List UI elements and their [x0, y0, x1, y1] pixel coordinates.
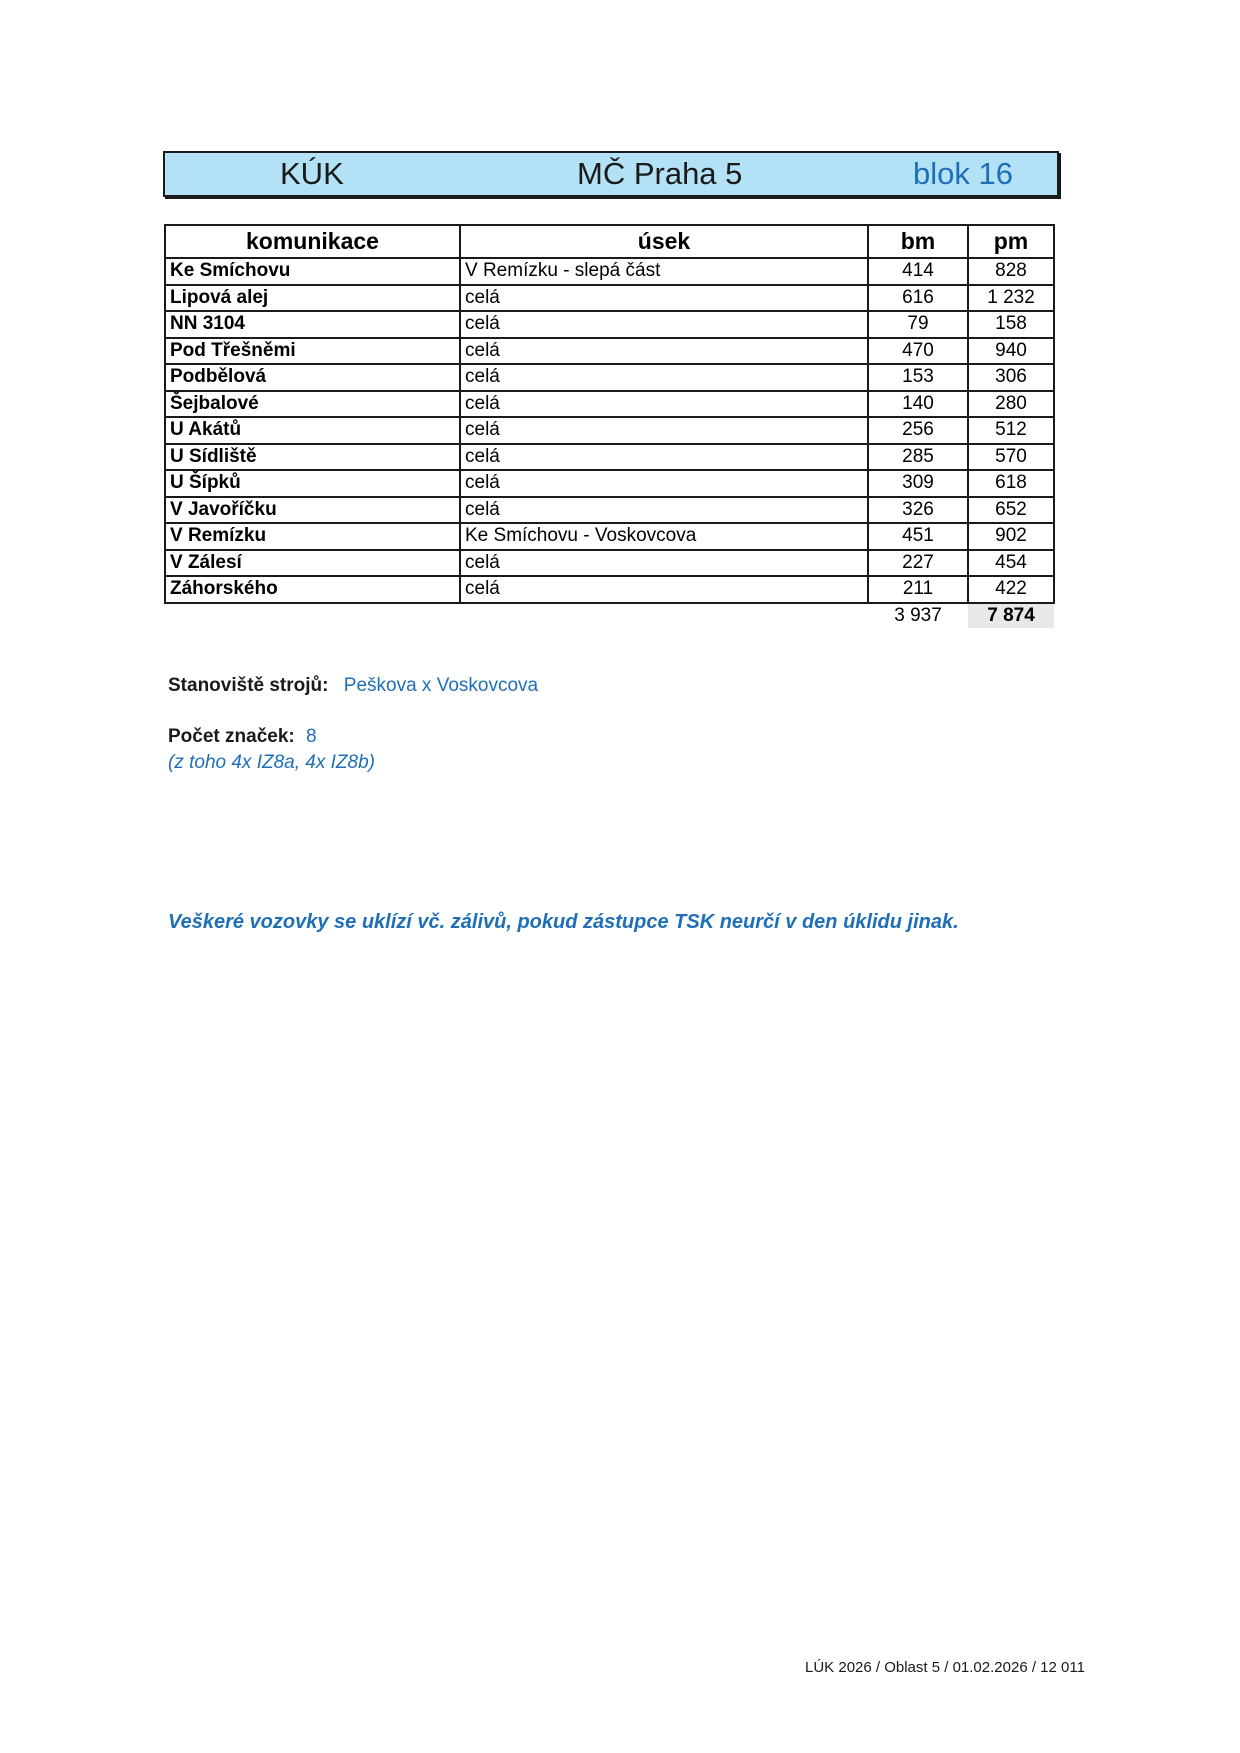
- bm-cell: 309: [868, 470, 968, 497]
- column-header-pm: pm: [968, 225, 1054, 258]
- section-cell: celá: [460, 497, 868, 524]
- pm-cell: 570: [968, 444, 1054, 471]
- header-bar: [163, 151, 1059, 197]
- bm-cell: 79: [868, 311, 968, 338]
- table-row: [165, 285, 1054, 312]
- street-name-cell: Záhorského: [165, 576, 460, 603]
- section-cell: celá: [460, 364, 868, 391]
- street-name-cell: Podbělová: [165, 364, 460, 391]
- pm-cell: 940: [968, 338, 1054, 365]
- section-cell: celá: [460, 285, 868, 312]
- section-cell: V Remízku - slepá část: [460, 258, 868, 285]
- bm-cell: 285: [868, 444, 968, 471]
- table-row: [165, 311, 1054, 338]
- pm-cell: 306: [968, 364, 1054, 391]
- section-cell: celá: [460, 417, 868, 444]
- table-row: [165, 338, 1054, 365]
- section-cell: Ke Smíchovu - Voskovcova: [460, 523, 868, 550]
- column-header-bm: bm: [868, 225, 968, 258]
- pm-cell: 618: [968, 470, 1054, 497]
- street-name-cell: V Remízku: [165, 523, 460, 550]
- pm-cell: 1 232: [968, 285, 1054, 312]
- pm-cell: 828: [968, 258, 1054, 285]
- pm-cell: 652: [968, 497, 1054, 524]
- column-header-street: komunikace: [165, 225, 460, 258]
- pm-cell: 422: [968, 576, 1054, 603]
- street-name-cell: U Šípků: [165, 470, 460, 497]
- bm-cell: 616: [868, 285, 968, 312]
- table-row: [165, 391, 1054, 418]
- total-spacer: [165, 603, 460, 629]
- street-name-cell: U Sídliště: [165, 444, 460, 471]
- bm-cell: 414: [868, 258, 968, 285]
- section-cell: celá: [460, 311, 868, 338]
- pm-cell: 454: [968, 550, 1054, 577]
- bm-cell: 326: [868, 497, 968, 524]
- section-cell: celá: [460, 550, 868, 577]
- cleaning-notice: Veškeré vozovky se uklízí vč. zálivů, pokud zástupce TSK neurčí v den úklidu jinak.: [168, 911, 959, 933]
- street-name-cell: Ke Smíchovu: [165, 258, 460, 285]
- header-title-left: KÚK: [280, 156, 344, 191]
- bm-cell: 227: [868, 550, 968, 577]
- machines-label: Stanoviště strojů:: [168, 675, 329, 696]
- section-cell: celá: [460, 576, 868, 603]
- bm-cell: 451: [868, 523, 968, 550]
- header-title-district: MČ Praha 5: [577, 156, 743, 191]
- street-name-cell: U Akátů: [165, 417, 460, 444]
- table-row: [165, 523, 1054, 550]
- bm-cell: 140: [868, 391, 968, 418]
- street-name-cell: NN 3104: [165, 311, 460, 338]
- machines-value: Peškova x Voskovcova: [343, 675, 539, 696]
- signs-label: Počet značek:: [168, 726, 295, 747]
- street-name-cell: V Zálesí: [165, 550, 460, 577]
- bm-cell: 153: [868, 364, 968, 391]
- pm-cell: 158: [968, 311, 1054, 338]
- table-row: [165, 364, 1054, 391]
- header-title-block: blok 16: [913, 156, 1013, 191]
- table-header-row: [165, 225, 1054, 258]
- street-name-cell: Lipová alej: [165, 285, 460, 312]
- bm-cell: 211: [868, 576, 968, 603]
- signs-value: 8: [306, 726, 317, 747]
- bm-cell: 256: [868, 417, 968, 444]
- section-cell: celá: [460, 338, 868, 365]
- table-row: [165, 576, 1054, 603]
- signs-line: [168, 726, 317, 748]
- pm-cell: 902: [968, 523, 1054, 550]
- table-row: [165, 497, 1054, 524]
- streets-table: [164, 224, 1055, 628]
- pm-cell: 280: [968, 391, 1054, 418]
- section-cell: celá: [460, 391, 868, 418]
- total-row: [165, 603, 1054, 629]
- table-row: [165, 470, 1054, 497]
- signs-note: (z toho 4x IZ8a, 4x IZ8b): [168, 752, 375, 773]
- table-row: [165, 444, 1054, 471]
- street-name-cell: V Javoříčku: [165, 497, 460, 524]
- total-pm: 7 874: [968, 603, 1054, 629]
- bm-cell: 470: [868, 338, 968, 365]
- table-row: [165, 550, 1054, 577]
- pm-cell: 512: [968, 417, 1054, 444]
- section-cell: celá: [460, 444, 868, 471]
- total-spacer: [460, 603, 868, 629]
- section-cell: celá: [460, 470, 868, 497]
- table-row: [165, 258, 1054, 285]
- street-name-cell: Pod Třešněmi: [165, 338, 460, 365]
- total-bm: 3 937: [894, 604, 942, 626]
- column-header-section: úsek: [460, 225, 868, 258]
- table-row: [165, 417, 1054, 444]
- document-footer: LÚK 2026 / Oblast 5 / 01.02.2026 / 12 011: [805, 1659, 1085, 1676]
- machines-line: [168, 675, 538, 697]
- street-name-cell: Šejbalové: [165, 391, 460, 418]
